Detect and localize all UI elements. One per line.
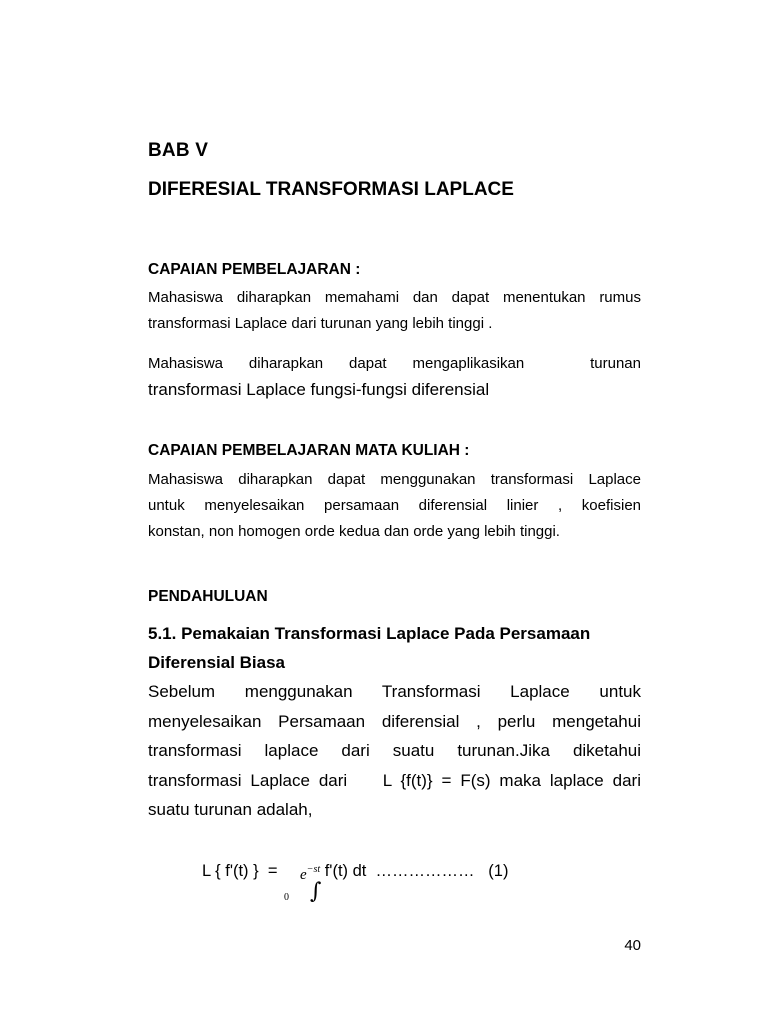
pendahuluan-heading: PENDAHULUAN: [148, 588, 268, 605]
capaian-paragraph-1: [148, 285, 641, 337]
text-line: transformasi laplace dari suatu turunan.Jika diketahui: [148, 741, 641, 760]
page-number: 40: [624, 937, 641, 954]
text-line: suatu turunan adalah,: [148, 800, 313, 819]
capaian-mk-paragraph: [148, 467, 641, 545]
equation-lhs: L { f'(t) } =: [202, 862, 283, 880]
text-line: transformasi Laplace dari L {f(t)} = F(s) maka laplace dari: [148, 770, 641, 790]
chapter-label: BAB V: [148, 140, 209, 161]
text-line: menyelesaikan Persamaan diferensial , perlu mengetahui: [148, 711, 641, 731]
word: dapat: [349, 355, 387, 372]
equation-1: [202, 862, 508, 947]
chapter-title: DIFERESIAL TRANSFORMASI LAPLACE: [148, 179, 514, 200]
subheading-line: 5.1. Pemakaian Transformasi Laplace Pada Persamaan: [148, 624, 591, 643]
subheading-line: Diferensial Biasa: [148, 653, 286, 672]
word: diharapkan: [248, 355, 324, 372]
exp-base: e: [300, 867, 307, 883]
text-line: Mahasiswa diharapkan dapat menggunakan transformasi Laplace: [148, 471, 641, 488]
integral-symbol: ∫: [310, 879, 322, 904]
exp-power: −st: [306, 864, 321, 875]
word: turunan: [590, 355, 641, 372]
text-line: Mahasiswa diharapkan memahami dan dapat menentukan rumus: [148, 289, 641, 306]
text-line-spread: [148, 355, 641, 372]
section-subheading: [148, 619, 641, 677]
word: mengaplikasikan: [412, 355, 525, 372]
text-line: Sebelum menggunakan Transformasi Laplace untuk: [148, 682, 641, 701]
capaian-paragraph-2: [148, 355, 641, 400]
text-line: untuk menyelesaikan persamaan diferensial linier , koefisien: [148, 497, 641, 514]
word: Mahasiswa: [148, 355, 224, 372]
integral-lower-limit: 0: [284, 892, 290, 903]
text-line: konstan, non homogen orde kedua dan orde yang lebih tinggi.: [148, 523, 560, 540]
text-line: transformasi Laplace fungsi-fungsi diferensial: [148, 380, 490, 399]
pendahuluan-paragraph: [148, 677, 641, 825]
equation-rest: f'(t) dt ……………… (1): [320, 862, 509, 880]
text-line: transformasi Laplace dari turunan yang lebih tinggi .: [148, 315, 493, 332]
capaian-mk-heading: CAPAIAN PEMBELAJARAN MATA KULIAH :: [148, 442, 470, 459]
capaian-heading: CAPAIAN PEMBELAJARAN :: [148, 261, 361, 278]
